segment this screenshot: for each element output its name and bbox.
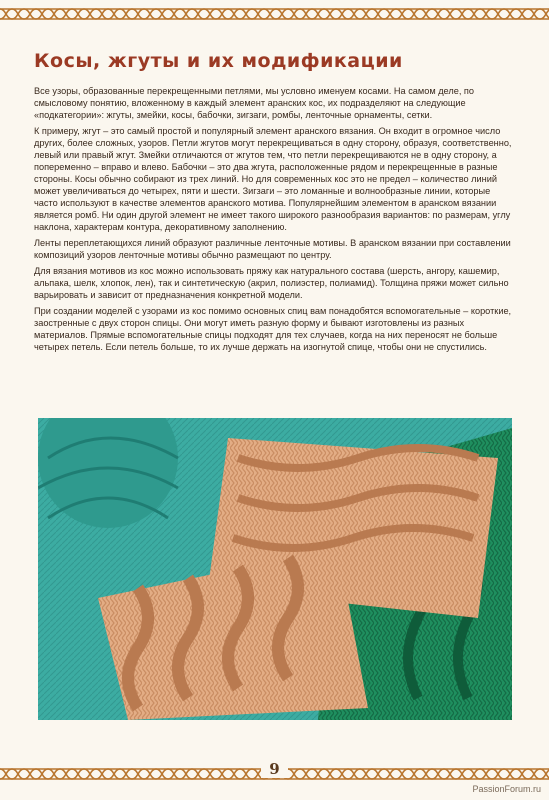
paragraph: Для вязания мотивов из кос можно использовать пряжу как натурального состава (шерсть, ангору, кашемир, альпака, шелк, хлопок, лен), так и синтетическую (акрил, полиэстер, полиамид). Толщина пряжи может сильно варьировать и зависит от предназначения конкретной модели.	[34, 266, 509, 300]
knitted-cables-photo	[38, 418, 512, 720]
watermark: PassionForum.ru	[472, 784, 541, 794]
paragraph: При создании моделей с узорами из кос помимо основных спиц вам понадобятся вспомогательные – короткие, заостренные с двух сторон спицы. Они могут иметь разную форму и бывают изготовлены из разных материалов. Прямые вспомогательные спицы подходят для тех случаев, когда на них переносят не больше четырех петель. Если петель больше, то их лучше держать на изогнутой спице, чтобы они не спустились.	[34, 306, 512, 352]
article-body	[34, 85, 514, 357]
page-number	[0, 760, 549, 778]
paragraph: Все узоры, образованные перекрещенными петлями, мы условно именуем косами. На самом деле, по смысловому понятию, вложенному в каждый элемент аранских кос, их подразделяют на следующие «подкатегории»: жгуты, змейки, косы, бабочки, зигзаги, ромбы, ленточные орнаменты, сетки.	[34, 86, 475, 120]
paragraph: К примеру, жгут – это самый простой и популярный элемент аранского вязания. Он входит в огромное число других, более сложных, узоров. Петли жгутов могут перекрещиваться в одну сторону, образуя, соответственно, левый или правый жгут. Змейки отличаются от жгутов тем, что петли перекрещиваются не в одну сторону, а попеременно – вправо и влево. Бабочки – это два жгута, расположенные рядом и перекрещенные в разные стороны. Косы обычно собирают из трех линий. Но для современных кос это не предел – количество линий может увеличиваться до четырех, пяти и шести. Зигзаги – это ломанные и волнообразные линии, которые часто используют в качестве элементов аранского мотива. Популярнейшим элементом в аранском вязании является ромб. Ни один другой элемент не имеет такого широкого разнообразия вариантов: по размерам, углу наклона, характерам контура, декоративному заполнению.	[34, 126, 512, 232]
page-title: Косы, жгуты и их модификации	[34, 50, 403, 72]
paragraph: Ленты переплетающихся линий образуют различные ленточные мотивы. В аранском вязании при составлении композиций узоров ленточные мотивы обычно размещают по центру.	[34, 238, 511, 260]
celtic-border-top	[0, 6, 549, 22]
page-number-text: 9	[261, 760, 287, 778]
